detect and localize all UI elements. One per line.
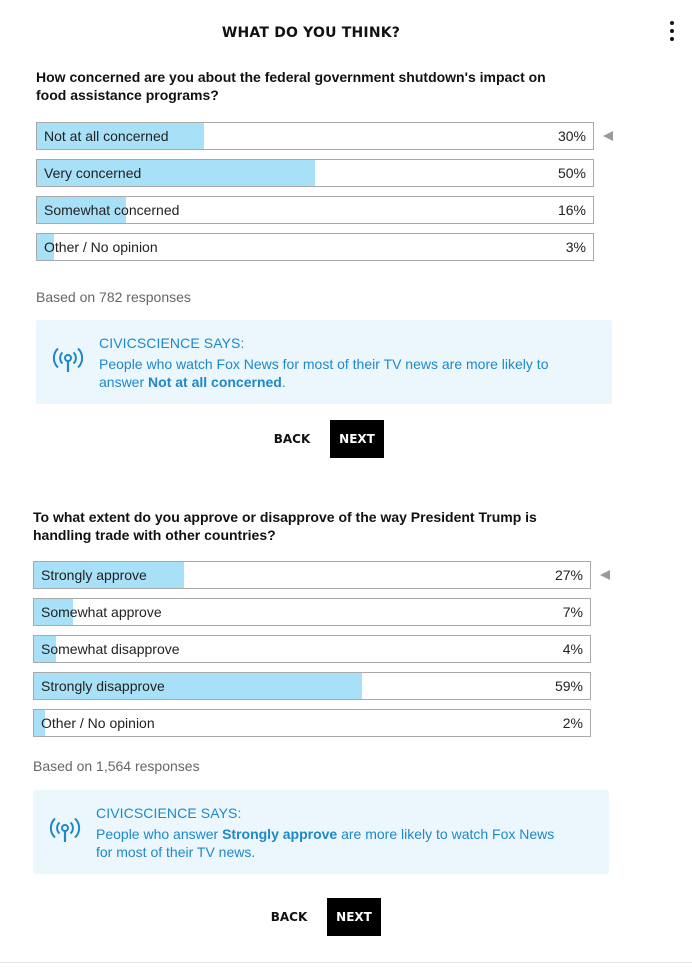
poll-1 <box>36 68 636 404</box>
says-text-answer: Strongly approve <box>222 826 338 842</box>
says-title: CIVICSCIENCE SAYS: <box>99 335 245 351</box>
page-title: WHAT DO YOU THINK? <box>221 25 401 41</box>
option-percent: 3% <box>565 239 586 255</box>
option-percent: 2% <box>562 715 583 731</box>
next-button[interactable]: NEXT <box>330 420 384 458</box>
says-text-answer: Not at all concerned <box>148 373 282 390</box>
poll-option[interactable] <box>33 598 591 626</box>
option-label: Somewhat concerned <box>44 202 180 218</box>
option-percent: 4% <box>562 641 583 657</box>
option-percent: 16% <box>557 202 586 218</box>
kebab-menu-icon[interactable] <box>666 20 678 44</box>
poll-options <box>36 122 636 261</box>
broadcast-icon <box>49 816 81 844</box>
option-percent: 7% <box>562 604 583 620</box>
poll-question: How concerned are you about the federal government shutdown's impact on food assistance programs? <box>36 69 546 103</box>
bottom-divider <box>0 962 692 963</box>
poll-option[interactable] <box>33 709 591 737</box>
option-label: Somewhat approve <box>41 604 162 620</box>
broadcast-icon <box>52 346 84 374</box>
poll-question: To what extent do you approve or disapprove of the way President Trump is handling trade with other countries? <box>33 509 537 543</box>
says-text-before: People who answer <box>96 826 223 842</box>
poll-2 <box>33 508 633 874</box>
selected-marker-icon <box>600 570 610 580</box>
back-button[interactable]: BACK <box>270 910 308 924</box>
civicscience-says-box <box>33 790 609 874</box>
poll-option[interactable] <box>33 672 591 700</box>
poll-options <box>33 561 633 737</box>
says-title: CIVICSCIENCE SAYS: <box>96 805 242 821</box>
option-label: Not at all concerned <box>44 128 169 144</box>
says-text-after: are more likely to watch Fox News for most of their TV news. <box>96 826 555 860</box>
response-count: Based on 1,564 responses <box>33 758 200 774</box>
option-label: Very concerned <box>44 165 142 181</box>
says-text <box>99 356 569 391</box>
poll-option[interactable] <box>33 561 591 589</box>
next-button[interactable]: NEXT <box>327 898 381 936</box>
option-percent: 27% <box>554 567 583 583</box>
civicscience-says-box <box>36 320 612 404</box>
option-label: Somewhat disapprove <box>41 641 180 657</box>
poll-option[interactable] <box>36 196 594 224</box>
says-text-before: People who watch Fox News for most of their TV news are more likely to answer <box>99 356 549 390</box>
poll-option[interactable] <box>33 635 591 663</box>
poll-option[interactable] <box>36 233 594 261</box>
back-button[interactable]: BACK <box>273 432 311 446</box>
option-percent: 50% <box>557 165 586 181</box>
option-label: Other / No opinion <box>44 239 158 255</box>
selected-marker-icon <box>603 131 613 141</box>
response-count: Based on 782 responses <box>36 289 191 305</box>
poll-2-nav <box>0 898 692 936</box>
poll-option[interactable] <box>36 159 594 187</box>
option-label: Other / No opinion <box>41 715 155 731</box>
option-percent: 30% <box>557 128 586 144</box>
poll-option[interactable] <box>36 122 594 150</box>
option-label: Strongly approve <box>41 567 147 583</box>
says-text-after: . <box>281 373 286 390</box>
option-percent: 59% <box>554 678 583 694</box>
option-label: Strongly disapprove <box>41 678 165 694</box>
says-text <box>96 826 566 861</box>
poll-1-nav <box>0 420 692 458</box>
